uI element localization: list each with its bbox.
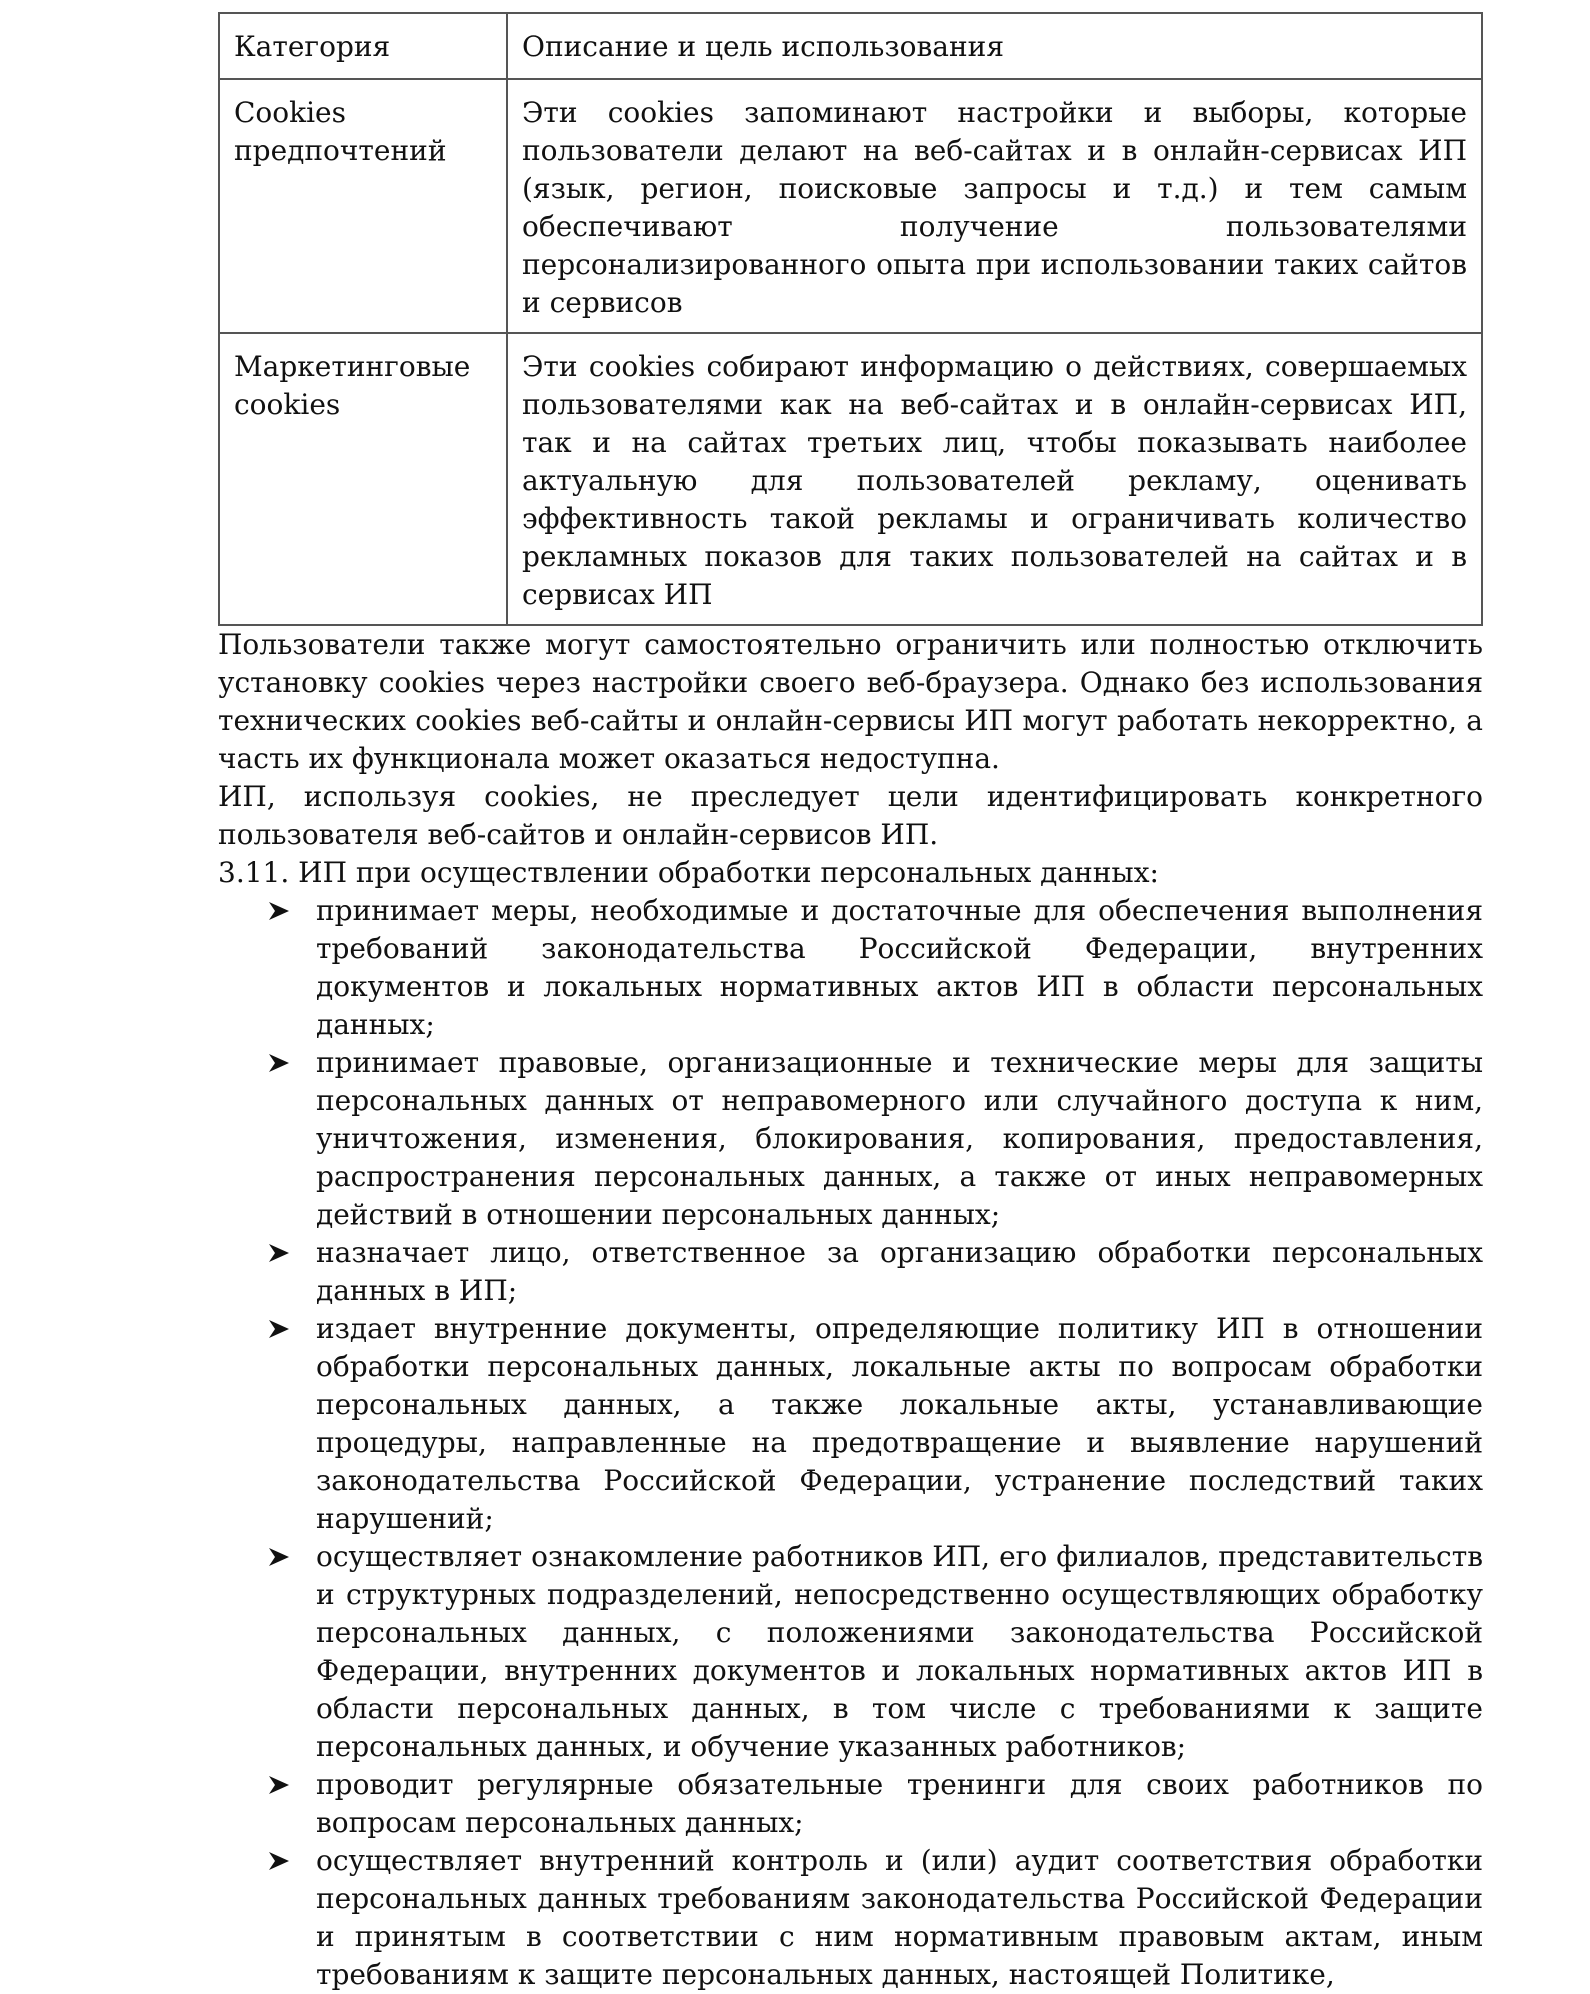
table-cell-category: Маркетинговые cookies: [219, 333, 507, 625]
arrow-bullet-icon: [268, 1234, 294, 1272]
list-item-text: назначает лицо, ответственное за организацию обработки персональных данных в ИП;: [316, 1236, 1483, 1307]
list-item: [218, 892, 1483, 1044]
list-item: [218, 1766, 1483, 1842]
list-item: [218, 1842, 1483, 1994]
arrow-bullet-icon: [268, 1310, 294, 1348]
arrow-bullet-icon: [268, 1766, 294, 1804]
measures-list: [218, 892, 1483, 1994]
section-heading: 3.11. ИП при осуществлении обработки персональных данных:: [218, 856, 1159, 889]
table-row: [219, 79, 1482, 333]
document-page: [218, 12, 1483, 1994]
arrow-bullet-icon: [268, 1044, 294, 1082]
arrow-bullet-icon: [268, 892, 294, 930]
list-item-text: осуществляет ознакомление работников ИП, его филиалов, представительств и структурных подразделений, непосредственно осуществляющих обработку персональных данных, с положениями законодательства Российской Федерации, внутренних документов и локальных нормативных актов ИП в области персональных данных, в том числе с требованиями к защите персональных данных, и обучение указанных работников;: [316, 1540, 1483, 1763]
table-header-description: Описание и цель использования: [507, 13, 1482, 79]
cookies-table: [218, 12, 1483, 626]
table-row: [219, 333, 1482, 625]
table-cell-description: Эти cookies запоминают настройки и выборы, которые пользователи делают на веб-сайтах и в онлайн-сервисах ИП (язык, регион, поисковые запросы и т.д.) и тем самым обеспечивают получение пользователями персонализированного опыта при использовании таких сайтов и сервисов: [507, 79, 1482, 333]
paragraph-identification: ИП, используя cookies, не преследует цели идентифицировать конкретного пользователя веб-сайтов и онлайн-сервисов ИП.: [218, 780, 1483, 851]
arrow-bullet-icon: [268, 1538, 294, 1576]
list-item: [218, 1310, 1483, 1538]
table-cell-category: Cookies предпочтений: [219, 79, 507, 333]
table-header-category: Категория: [219, 13, 507, 79]
list-item-text: проводит регулярные обязательные тренинги для своих работников по вопросам персональных данных;: [316, 1768, 1483, 1839]
list-item: [218, 1538, 1483, 1766]
list-item-text: принимает правовые, организационные и технические меры для защиты персональных данных от неправомерного или случайного доступа к ним, уничтожения, изменения, блокирования, копирования, предоставления, распространения персональных данных, а также от иных неправомерных действий в отношении персональных данных;: [316, 1046, 1483, 1231]
arrow-bullet-icon: [268, 1842, 294, 1880]
list-item-text: принимает меры, необходимые и достаточные для обеспечения выполнения требований законодательства Российской Федерации, внутренних документов и локальных нормативных актов ИП в области персональных данных;: [316, 894, 1483, 1041]
table-header-row: [219, 13, 1482, 79]
list-item-text: осуществляет внутренний контроль и (или) аудит соответствия обработки персональных данных требованиям законодательства Российской Федерации и принятым в соответствии с ним нормативным правовым актам, иным требованиям к защите персональных данных, настоящей Политике,: [316, 1844, 1483, 1991]
table-cell-description: Эти cookies собирают информацию о действиях, совершаемых пользователями как на веб-сайтах и в онлайн-сервисах ИП, так и на сайтах третьих лиц, чтобы показывать наиболее актуальную для пользователей рекламу, оценивать эффективность такой рекламы и ограничивать количество рекламных показов для таких пользователей на сайтах и в сервисах ИП: [507, 333, 1482, 625]
paragraph-browser-settings: Пользователи также могут самостоятельно ограничить или полностью отключить установку cookies через настройки своего веб-браузера. Однако без использования технических cookies веб-сайты и онлайн-сервисы ИП могут работать некорректно, а часть их функционала может оказаться недоступна.: [218, 628, 1483, 775]
list-item: [218, 1234, 1483, 1310]
list-item: [218, 1044, 1483, 1234]
list-item-text: издает внутренние документы, определяющие политику ИП в отношении обработки персональных данных, локальные акты по вопросам обработки персональных данных, а также локальные акты, устанавливающие процедуры, направленные на предотвращение и выявление нарушений законодательства Российской Федерации, устранение последствий таких нарушений;: [316, 1312, 1483, 1535]
